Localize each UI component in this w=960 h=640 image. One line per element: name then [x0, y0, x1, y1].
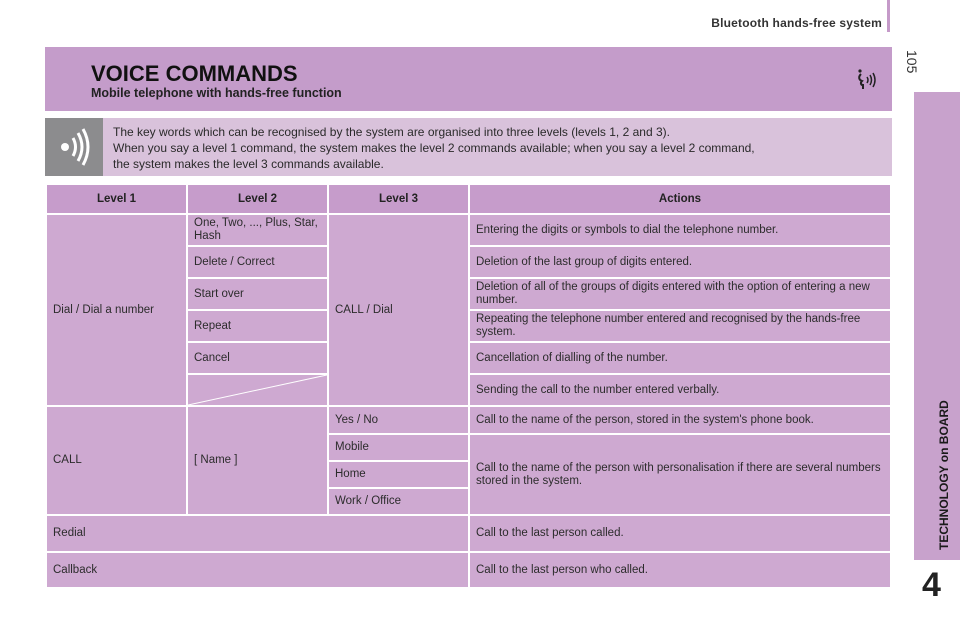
- dial-level2-cell: Repeat: [188, 311, 327, 341]
- dial-action-cell: Repeating the telephone number entered and recognised by the hands-free system.: [470, 311, 890, 341]
- call-action-cell: Call to the name of the person, stored in the system's phone book.: [470, 407, 890, 433]
- intro-line: When you say a level 1 command, the system makes the level 2 commands available; when you say a level 2 command,: [113, 141, 755, 155]
- empty-diagonal-cell: [188, 375, 327, 405]
- chapter-label: TECHNOLOGY on BOARD: [937, 400, 951, 550]
- dial-action-cell: Deletion of the last group of digits entered.: [470, 247, 890, 277]
- dial-level2-cell: Start over: [188, 279, 327, 309]
- call-action-cell: Call to the name of the person with personalisation if there are several numbers stored in the system.: [470, 435, 890, 514]
- voice-command-icon: [852, 67, 878, 93]
- page-title: VOICE COMMANDS: [91, 61, 298, 86]
- call-level3-cell: Mobile: [329, 435, 468, 460]
- call-level2-cell: [ Name ]: [188, 407, 327, 514]
- table-row: [47, 516, 890, 551]
- chapter-number: 4: [922, 566, 941, 604]
- dial-action-cell: Sending the call to the number entered verbally.: [470, 375, 890, 405]
- table-row: [47, 553, 890, 587]
- col-header-level1: Level 1: [47, 185, 186, 213]
- call-level3-cell: Home: [329, 462, 468, 487]
- dial-level1-cell: Dial / Dial a number: [47, 215, 186, 405]
- header-divider: [887, 0, 890, 32]
- col-header-level2: Level 2: [188, 185, 327, 213]
- page-number: 105: [904, 50, 920, 74]
- table-row: [47, 215, 890, 245]
- dial-level2-cell: One, Two, ..., Plus, Star, Hash: [188, 215, 327, 245]
- table-header-row: [47, 185, 890, 213]
- voice-commands-table: [45, 183, 892, 589]
- diagonal-line: [188, 375, 327, 405]
- section-title: Bluetooth hands-free system: [711, 16, 882, 30]
- dial-action-cell: Entering the digits or symbols to dial the telephone number.: [470, 215, 890, 245]
- table-row: [47, 407, 890, 433]
- intro-box: [45, 118, 892, 176]
- redial-action-cell: Call to the last person called.: [470, 516, 890, 551]
- page-subtitle: Mobile telephone with hands-free function: [91, 86, 342, 100]
- dial-level3-cell: CALL / Dial: [329, 215, 468, 405]
- dial-action-cell: Cancellation of dialling of the number.: [470, 343, 890, 373]
- col-header-level3: Level 3: [329, 185, 468, 213]
- redial-cell: Redial: [47, 516, 468, 551]
- intro-text: [113, 124, 883, 172]
- dial-level2-cell: Delete / Correct: [188, 247, 327, 277]
- sound-waves-icon: [45, 118, 103, 176]
- call-level3-cell: Work / Office: [329, 489, 468, 514]
- col-header-actions: Actions: [470, 185, 890, 213]
- callback-action-cell: Call to the last person who called.: [470, 553, 890, 587]
- title-banner: [45, 47, 892, 111]
- callback-cell: Callback: [47, 553, 468, 587]
- intro-icon-box: [45, 118, 103, 176]
- intro-line: the system makes the level 3 commands available.: [113, 157, 384, 171]
- call-level1-cell: CALL: [47, 407, 186, 514]
- intro-line: The key words which can be recognised by the system are organised into three levels (levels 1, 2 and 3).: [113, 125, 670, 139]
- call-level3-cell: Yes / No: [329, 407, 468, 433]
- dial-level2-cell: Cancel: [188, 343, 327, 373]
- dial-action-cell: Deletion of all of the groups of digits entered with the option of entering a new number.: [470, 279, 890, 309]
